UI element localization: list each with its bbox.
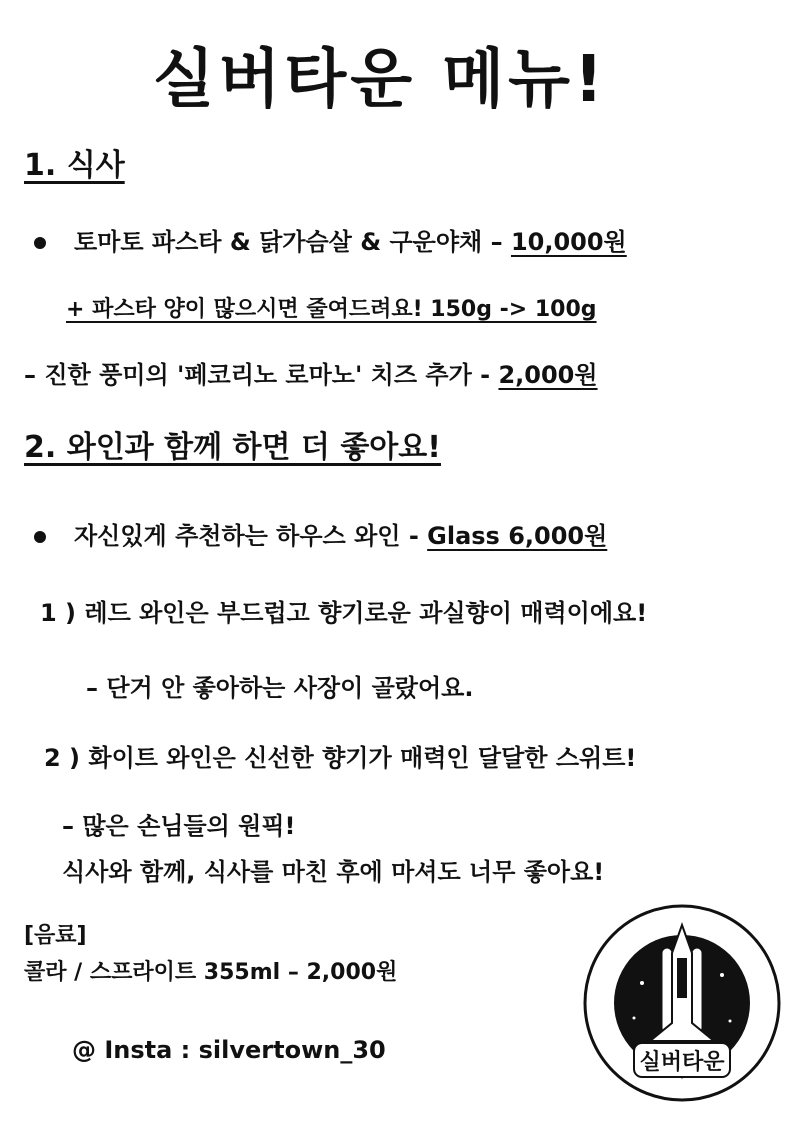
section-wine-heading: 2. 와인과 함께 하면 더 좋아요! — [24, 430, 441, 465]
insta-handle: @ Insta : silvertown_30 — [72, 1036, 386, 1064]
space-shuttle-icon — [582, 903, 782, 1103]
pairing-note: 식사와 함께, 식사를 마친 후에 마셔도 너무 좋아요! — [62, 858, 605, 886]
white-wine-note: – 많은 손님들의 원픽! — [62, 812, 296, 840]
drinks-item: 콜라 / 스프라이트 355ml – 2,000원 — [24, 960, 398, 985]
bullet-icon — [34, 531, 46, 543]
wine-item-price: Glass 6,000원 — [427, 522, 608, 550]
pasta-note: + 파스타 양이 많으시면 줄여드려요! 150g -> 100g — [66, 297, 597, 322]
cheese-addon-text: – 진한 풍미의 '페코리노 로마노' 치즈 추가 - — [24, 361, 491, 389]
drinks-heading: [음료] — [24, 923, 87, 948]
logo-text: 실버타운 — [639, 1050, 725, 1075]
meal-item — [34, 222, 627, 257]
red-wine-line: 1 ) 레드 와인은 부드럽고 향기로운 과실향이 매력이에요! — [40, 599, 648, 627]
red-wine-note: – 단거 안 좋아하는 사장이 골랐어요. — [86, 674, 474, 702]
bullet-icon — [34, 237, 46, 249]
cheese-addon — [24, 355, 598, 390]
section-meal-heading: 1. 식사 — [24, 148, 125, 183]
meal-item-price: 10,000원 — [510, 228, 627, 256]
white-wine-line: 2 ) 화이트 와인은 신선한 향기가 매력인 달달한 스위트! — [44, 744, 637, 772]
wine-item-text: 자신있게 추천하는 하우스 와인 - — [74, 522, 419, 550]
meal-item-text: 토마토 파스타 & 닭가슴살 & 구운야채 – — [74, 228, 503, 256]
logo — [582, 903, 782, 1103]
page-title: 실버타운 메뉴! — [152, 43, 608, 117]
wine-item — [34, 516, 607, 551]
cheese-addon-price: 2,000원 — [498, 361, 598, 389]
